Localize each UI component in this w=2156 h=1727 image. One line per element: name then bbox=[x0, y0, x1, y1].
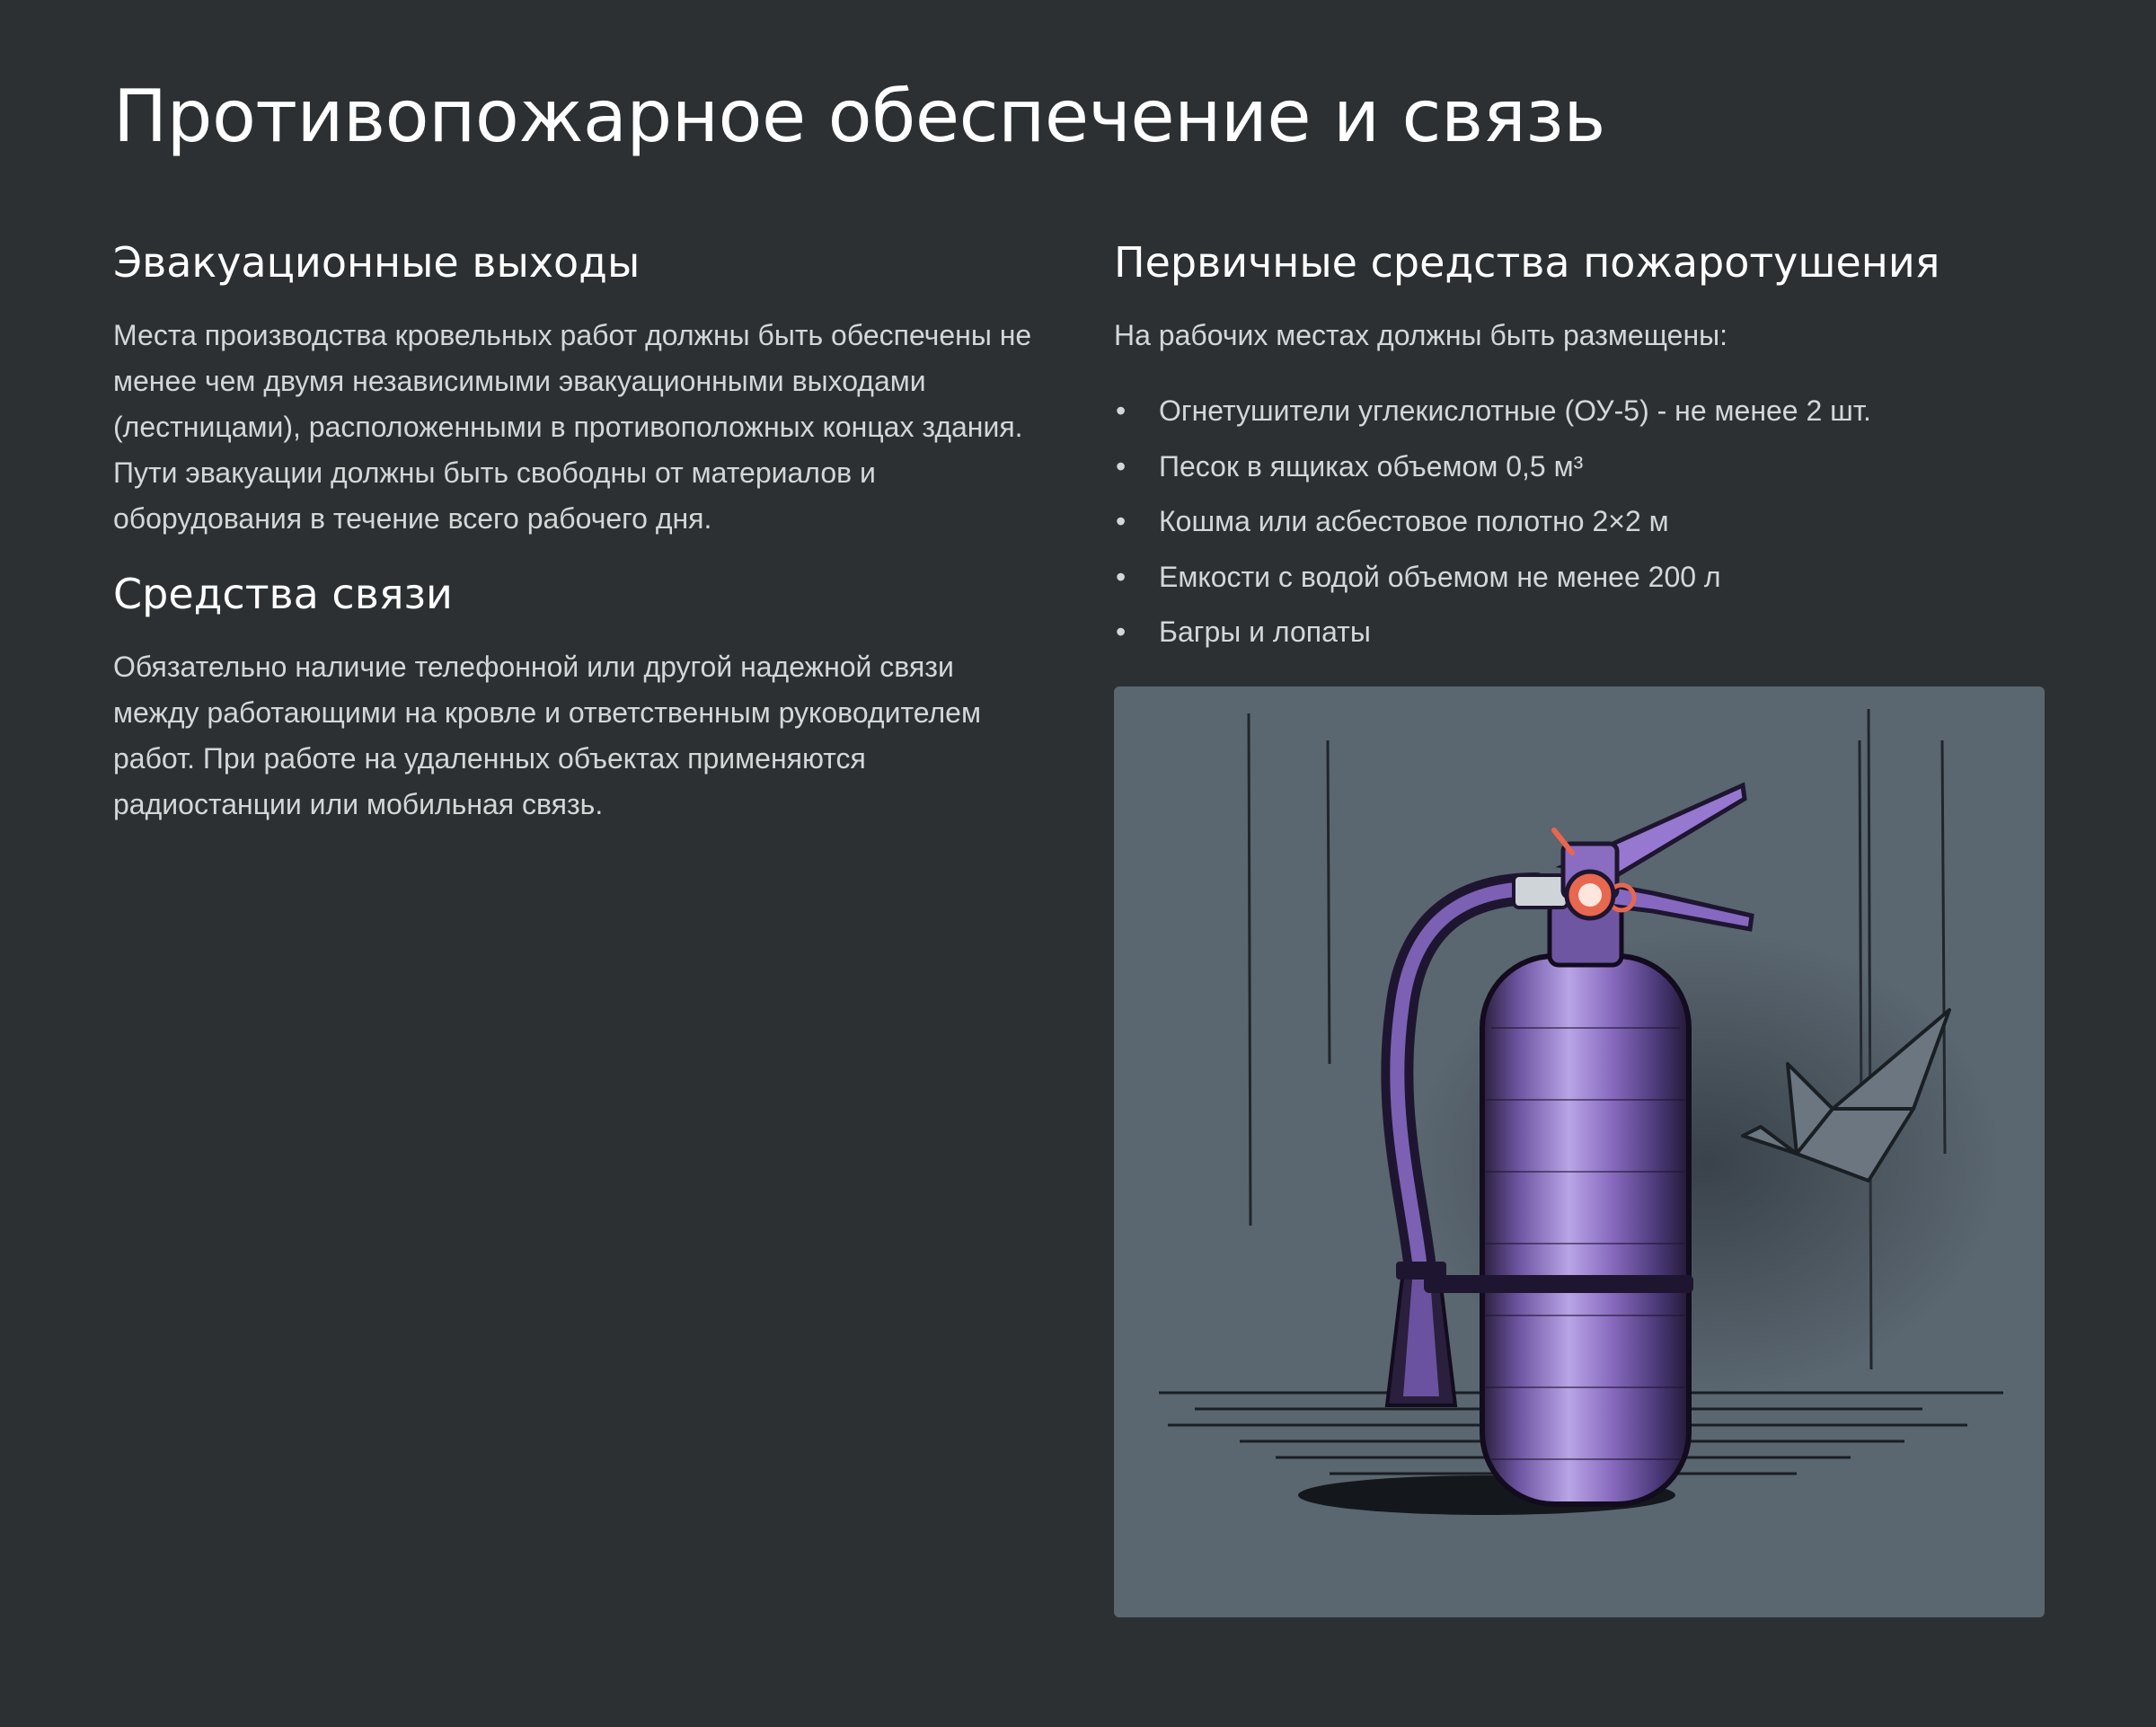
list-item-text: Емкости с водой объемом не менее 200 л bbox=[1159, 560, 1721, 593]
communication-text: Обязательно наличие телефонной или другой надежной связи между работающими на кровле и ответственным руководителем работ. При работе на удаленных объектах применяются радиостанции или мобильная связь. bbox=[113, 651, 981, 820]
evacuation-exits-heading: Эвакуационные выходы bbox=[113, 238, 641, 287]
list-item bbox=[1114, 384, 2045, 439]
list-item bbox=[1114, 550, 2045, 606]
communication-section bbox=[113, 567, 1047, 828]
firefighting-list bbox=[1114, 384, 2045, 660]
list-item bbox=[1114, 439, 2045, 495]
list-item bbox=[1114, 605, 2045, 660]
fire-extinguisher-image bbox=[1114, 686, 2045, 1617]
bullet-icon: • bbox=[1116, 616, 1127, 648]
list-item bbox=[1114, 494, 2045, 550]
communication-heading: Средства связи bbox=[113, 570, 453, 618]
left-column bbox=[113, 235, 1047, 828]
bullet-icon: • bbox=[1116, 449, 1127, 483]
evacuation-exits-section bbox=[113, 235, 1047, 542]
firefighting-heading: Первичные средства пожаротушения bbox=[1114, 238, 1940, 287]
list-item-text: Песок в ящиках объемом 0,5 м³ bbox=[1159, 449, 1584, 483]
firefighting-intro: На рабочих местах должны быть размещены: bbox=[1114, 319, 1728, 351]
page-title: Противопожарное обеспечение и связь bbox=[113, 75, 1605, 158]
list-item-text: Огнетушители углекислотные (ОУ-5) - не менее 2 шт. bbox=[1159, 394, 1871, 427]
bullet-icon: • bbox=[1116, 394, 1127, 427]
evacuation-exits-text: Места производства кровельных работ должны быть обеспечены не менее чем двумя независимыми эвакуационными выходами (лестницами), расположенными в противоположных концах здания. Пути эвакуации должны быть свободны от материалов и оборудования в течение всего рабочего дня. bbox=[113, 319, 1032, 535]
fire-extinguisher-illustration-icon bbox=[1114, 686, 2045, 1617]
bullet-icon: • bbox=[1116, 505, 1127, 537]
bullet-icon: • bbox=[1116, 560, 1127, 593]
right-column bbox=[1114, 235, 2045, 660]
list-item-text: Багры и лопаты bbox=[1159, 616, 1371, 648]
list-item-text: Кошма или асбестовое полотно 2×2 м bbox=[1159, 505, 1669, 537]
